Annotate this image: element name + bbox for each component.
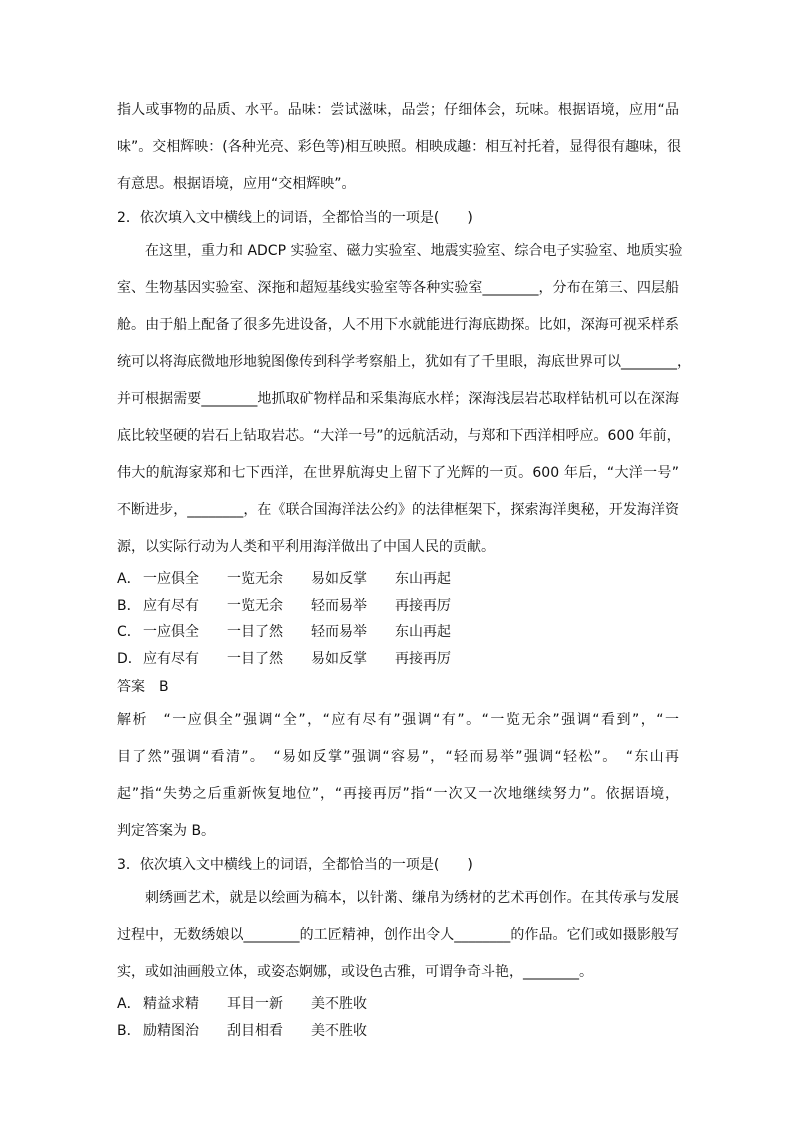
option-word: 精益求精 [143, 996, 199, 1012]
question-stem: 2．依次填入文中横线上的词语，全都恰当的一项是( ) [117, 210, 473, 226]
passage-line: 在这里，重力和 ADCP 实验室、磁力实验室、地震实验室、综合电子实验室、地质实验 [145, 243, 683, 259]
option-word: 应有尽有 [143, 650, 199, 667]
question-stem: 3．依次填入文中横线上的词语，全都恰当的一项是( ) [117, 857, 473, 873]
option-word: 轻而易举 [311, 624, 367, 640]
option-word: 应有尽有 [143, 597, 199, 614]
answer-options [117, 566, 679, 672]
option-word: 再接再厉 [395, 597, 451, 614]
option-word: 易如反掌 [311, 650, 367, 667]
option-word: 耳目一新 [227, 996, 283, 1012]
option-word: 再接再厉 [395, 650, 451, 667]
option-letter: B． [117, 1022, 141, 1039]
explanation-line: 起”指“失势之后重新恢复地位”，“再接再厉”指“一次又一次地继续努力”。依据语境， [117, 786, 679, 802]
explanation [117, 702, 679, 850]
option-word: 一览无余 [227, 597, 283, 614]
option-letter: A． [117, 996, 141, 1012]
passage-line: 底比较坚硬的岩石上钻取岩芯。“大洋一号”的远航活动，与郑和下西洋相呼应。600 年前， [117, 428, 681, 444]
option-a [117, 566, 679, 593]
text-line: 味”。交相辉映：(各种光亮、彩色等)相互映照。相映成趣：相互衬托着，显得很有趣味，很 [117, 139, 682, 155]
question-3 [117, 850, 679, 1044]
previous-explanation [117, 92, 682, 203]
option-word: 东山再起 [395, 571, 451, 587]
text-line: 有意思。根据语境，应用“交相辉映”。 [117, 176, 356, 192]
option-word: 一目了然 [227, 624, 283, 640]
option-word: 轻而易举 [311, 597, 367, 614]
passage-line: 室、生物基因实验室、深拖和超短基线实验室等各种实验室________，分布在第三、四层船 [117, 280, 679, 296]
option-letter: B． [117, 597, 141, 614]
question-2 [117, 203, 691, 850]
passage-line: 伟大的航海家郑和七下西洋，在世界航海史上留下了光辉的一页。600 年后，“大洋一号” [117, 465, 679, 481]
option-letter: D． [117, 650, 142, 667]
content-column [117, 92, 691, 1044]
option-b [117, 1018, 679, 1045]
answer-line: 答案 B [117, 679, 169, 695]
option-word: 易如反掌 [311, 571, 367, 587]
passage-line: 刺绣画艺术，就是以绘画为稿本，以针黹、缣帛为绣材的艺术再创作。在其传承与发展 [145, 890, 679, 906]
passage-line: 实，或如油画般立体，或姿态婀娜，或设色古雅，可谓争奇斗艳，________。 [117, 964, 593, 980]
option-letter: A． [117, 571, 141, 587]
option-c [117, 619, 679, 646]
passage-line: 舱。由于船上配备了很多先进设备，人不用下水就能进行海底勘探。比如，深海可视采样系 [117, 317, 679, 333]
option-word: 一应俱全 [143, 571, 199, 587]
answer-options [117, 991, 679, 1044]
passage-line: 统可以将海底微地形地貌图像传到科学考察船上，犹如有了千里眼，海底世界可以________， [117, 354, 691, 370]
option-word: 一目了然 [227, 650, 283, 667]
explanation-line: 判定答案为 B。 [117, 823, 216, 839]
text-line: 指人或事物的品质、水平。品味：尝试滋味，品尝；仔细体会，玩味。根据语境，应用“品 [117, 102, 679, 118]
passage-line: 不断进步，________，在《联合国海洋法公约》的法律框架下，探索海洋奥秘，开发海洋资 [117, 502, 679, 518]
option-d [117, 646, 679, 673]
explanation-line: 解析 “一应俱全”强调“全”，“应有尽有”强调“有”。“一览无余”强调“看到”，“一 [117, 712, 679, 728]
passage-line: 并可根据需要________地抓取矿物样品和采集海底水样；深海浅层岩芯取样钻机可以在深海 [117, 391, 679, 407]
option-word: 一览无余 [227, 571, 283, 587]
option-b [117, 593, 679, 620]
option-word: 励精图治 [143, 1022, 199, 1039]
option-word: 美不胜收 [311, 996, 367, 1012]
question-passage [117, 233, 691, 566]
option-word: 一应俱全 [143, 624, 199, 640]
passage-line: 源，以实际行动为人类和平利用海洋做出了中国人民的贡献。 [117, 539, 495, 555]
option-word: 刮目相看 [227, 1022, 283, 1039]
option-word: 东山再起 [395, 624, 451, 640]
passage-line: 过程中，无数绣娘以________的工匠精神，创作出令人________的作品。它们或如摄影般写 [117, 927, 679, 943]
question-passage [117, 880, 679, 991]
option-word: 美不胜收 [311, 1022, 367, 1039]
explanation-line: 目了然”强调“看清”。 “易如反掌”强调“容易”，“轻而易举”强调“轻松”。 “东山再 [117, 749, 679, 765]
option-letter: C． [117, 624, 141, 640]
option-a [117, 991, 679, 1018]
